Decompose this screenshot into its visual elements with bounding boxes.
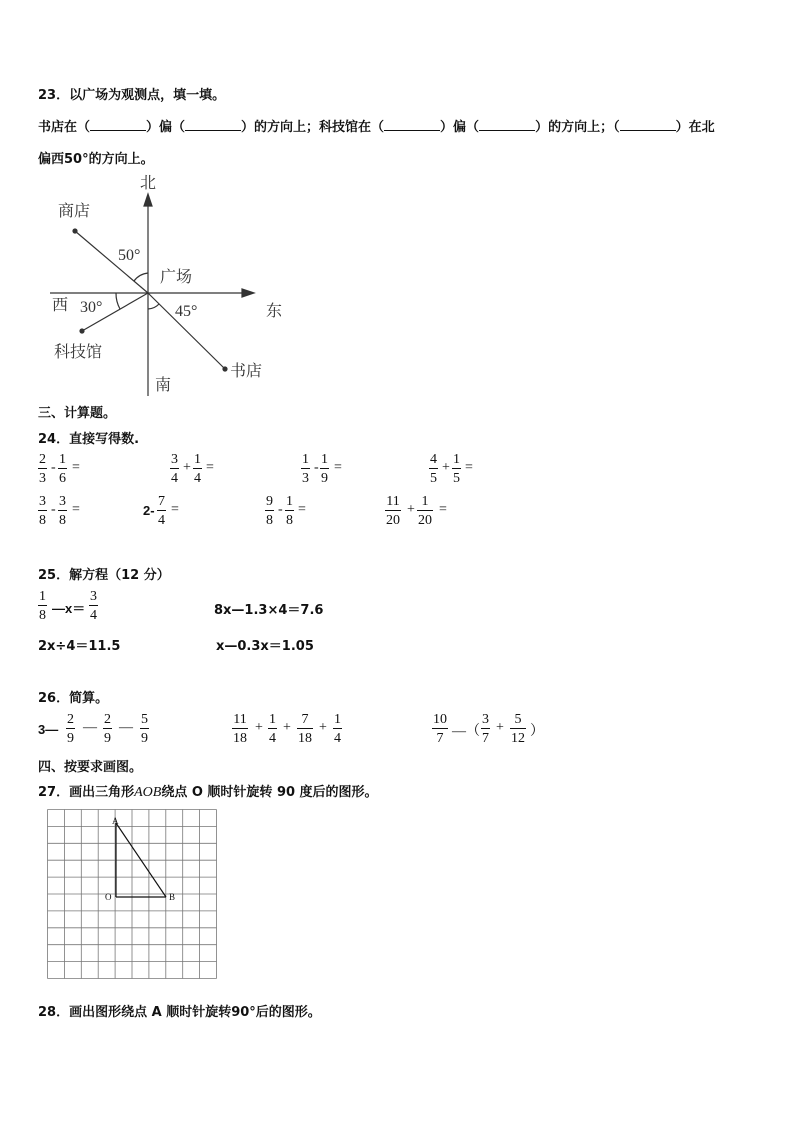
- north-arrow: [144, 194, 152, 206]
- label-south: 南: [155, 375, 172, 394]
- q27-title: 27．画出三角形AOB绕点 O 顺时针旋转 90 度后的图形。: [38, 785, 378, 800]
- east-arrow: [242, 289, 254, 297]
- label-b: B: [169, 892, 176, 902]
- museum-point: [79, 328, 84, 333]
- blank-3[interactable]: [384, 118, 440, 131]
- angle-50: 50°: [118, 247, 141, 264]
- label-shop: 商店: [58, 201, 91, 220]
- q27-grid[interactable]: [47, 809, 219, 984]
- section-4-heading: 四、按要求画图。: [38, 760, 143, 775]
- label-east: 东: [266, 301, 283, 320]
- q25-eq4: x—0.3x＝1.05: [216, 639, 314, 654]
- q23-title: 23．以广场为观测点，填一填。: [38, 88, 226, 103]
- section-3-heading: 三、计算题。: [38, 406, 117, 421]
- label-bookstore: 书店: [230, 361, 263, 380]
- shop-point: [72, 228, 77, 233]
- blank-5[interactable]: [620, 118, 676, 131]
- q25-title: 25．解方程（12 分）: [38, 568, 170, 583]
- arc-30: [116, 293, 120, 309]
- direction-diagram: [40, 168, 300, 400]
- arc-45: [148, 304, 159, 309]
- angle-45: 45°: [175, 303, 198, 320]
- arc-50: [134, 273, 148, 281]
- label-center: 广场: [160, 267, 193, 286]
- q25-eq2: 8x—1.3×4＝7.6: [214, 603, 324, 618]
- q28-title: 28．画出图形绕点 A 顺时针旋转90°后的图形。: [38, 1005, 321, 1020]
- blank-4[interactable]: [479, 118, 535, 131]
- blank-1[interactable]: [90, 118, 146, 131]
- label-o: O: [105, 892, 112, 902]
- angle-30: 30°: [80, 299, 103, 316]
- q25-eq3: 2x÷4＝11.5: [38, 639, 121, 654]
- bookstore-point: [222, 366, 227, 371]
- q24-title: 24．直接写得数.: [38, 432, 140, 447]
- label-north: 北: [140, 173, 157, 192]
- q23-line1: 书店在（ ）偏（ ）的方向上；科技馆在（ ）偏（ ）的方向上；（ ）在北: [38, 120, 715, 135]
- q23-line2: 偏西50°的方向上。: [38, 152, 154, 167]
- label-west: 西: [52, 295, 69, 314]
- label-museum: 科技馆: [54, 342, 103, 361]
- label-a: A: [112, 816, 119, 826]
- q26-title: 26．简算。: [38, 691, 109, 706]
- blank-2[interactable]: [185, 118, 241, 131]
